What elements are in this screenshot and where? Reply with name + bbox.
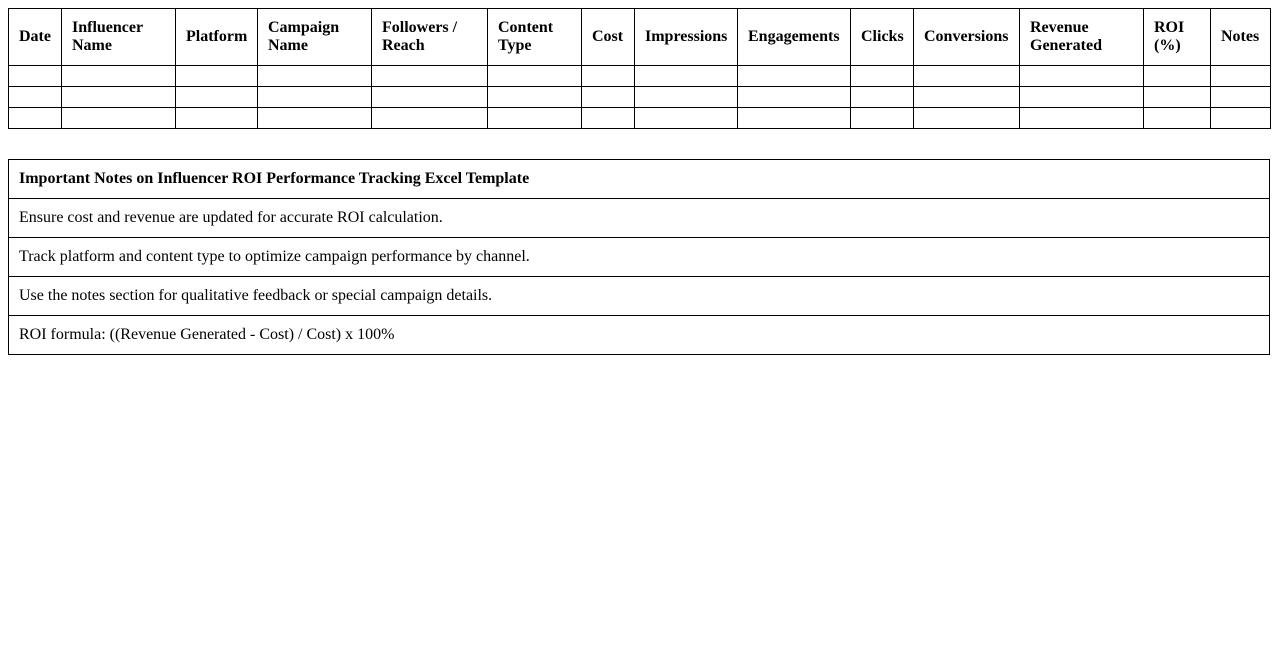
table-cell[interactable] (258, 108, 372, 129)
table-cell[interactable] (488, 108, 582, 129)
column-header-clicks: Clicks (851, 9, 914, 66)
table-cell[interactable] (1144, 66, 1211, 87)
table-cell[interactable] (62, 87, 176, 108)
table-cell[interactable] (176, 108, 258, 129)
table-cell[interactable] (582, 108, 635, 129)
table-cell[interactable] (851, 108, 914, 129)
table-row (9, 108, 1271, 129)
table-cell[interactable] (914, 66, 1020, 87)
notes-row (9, 199, 1270, 238)
table-cell[interactable] (9, 66, 62, 87)
notes-row (9, 316, 1270, 355)
table-header-row (9, 9, 1271, 66)
column-header-roi: ROI (%) (1144, 9, 1211, 66)
table-cell[interactable] (738, 108, 851, 129)
table-cell[interactable] (1211, 87, 1271, 108)
table-cell[interactable] (635, 87, 738, 108)
column-header-influencer-name: Influencer Name (62, 9, 176, 66)
table-cell[interactable] (258, 66, 372, 87)
notes-table (8, 159, 1270, 355)
table-cell[interactable] (176, 87, 258, 108)
table-cell[interactable] (851, 87, 914, 108)
column-header-conversions: Conversions (914, 9, 1020, 66)
table-cell[interactable] (62, 66, 176, 87)
table-cell[interactable] (176, 66, 258, 87)
notes-row (9, 277, 1270, 316)
column-header-engagements: Engagements (738, 9, 851, 66)
table-cell[interactable] (738, 87, 851, 108)
table-cell[interactable] (1144, 87, 1211, 108)
table-cell[interactable] (9, 87, 62, 108)
column-header-revenue-generated: Revenue Generated (1020, 9, 1144, 66)
table-cell[interactable] (582, 87, 635, 108)
column-header-impressions: Impressions (635, 9, 738, 66)
table-cell[interactable] (738, 66, 851, 87)
note-item: Use the notes section for qualitative feedback or special campaign details. (9, 277, 1270, 316)
roi-formula-note: ROI formula: ((Revenue Generated - Cost) / Cost) x 100% (9, 316, 1270, 355)
table-cell[interactable] (851, 66, 914, 87)
table-cell[interactable] (372, 87, 488, 108)
table-cell[interactable] (372, 66, 488, 87)
table-row (9, 66, 1271, 87)
table-cell[interactable] (635, 108, 738, 129)
column-header-followers-reach: Followers / Reach (372, 9, 488, 66)
column-header-notes: Notes (1211, 9, 1271, 66)
table-cell[interactable] (1144, 108, 1211, 129)
table-cell[interactable] (258, 87, 372, 108)
note-item: Track platform and content type to optimize campaign performance by channel. (9, 238, 1270, 277)
table-cell[interactable] (914, 108, 1020, 129)
table-cell[interactable] (635, 66, 738, 87)
table-cell[interactable] (1020, 108, 1144, 129)
table-cell[interactable] (1211, 66, 1271, 87)
roi-tracking-table (8, 8, 1271, 129)
table-cell[interactable] (1211, 108, 1271, 129)
table-cell[interactable] (914, 87, 1020, 108)
note-item: Ensure cost and revenue are updated for accurate ROI calculation. (9, 199, 1270, 238)
notes-title: Important Notes on Influencer ROI Performance Tracking Excel Template (9, 160, 1270, 199)
column-header-cost: Cost (582, 9, 635, 66)
table-row (9, 87, 1271, 108)
column-header-campaign-name: Campaign Name (258, 9, 372, 66)
column-header-date: Date (9, 9, 62, 66)
table-cell[interactable] (1020, 87, 1144, 108)
column-header-content-type: Content Type (488, 9, 582, 66)
column-header-platform: Platform (176, 9, 258, 66)
table-cell[interactable] (582, 66, 635, 87)
table-cell[interactable] (1020, 66, 1144, 87)
notes-row (9, 238, 1270, 277)
table-cell[interactable] (488, 87, 582, 108)
notes-title-row (9, 160, 1270, 199)
table-cell[interactable] (62, 108, 176, 129)
table-cell[interactable] (372, 108, 488, 129)
table-cell[interactable] (9, 108, 62, 129)
table-cell[interactable] (488, 66, 582, 87)
